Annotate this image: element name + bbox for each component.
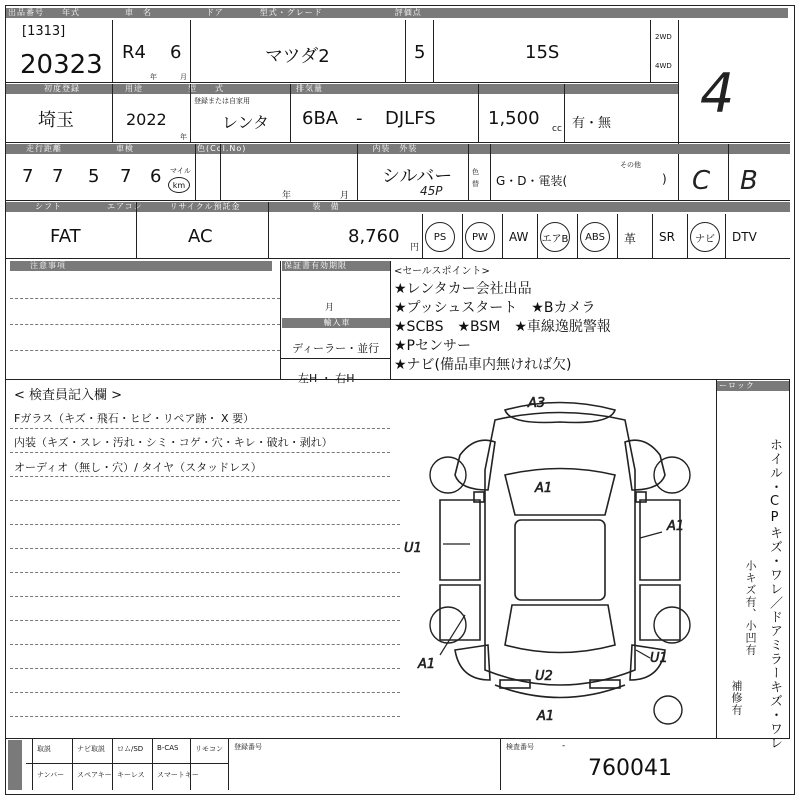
sales-point: ★Pセンサー xyxy=(394,338,471,354)
header-bar-6: 保証書有効期限 xyxy=(282,261,390,271)
usage-label: 登録または自家用 xyxy=(194,97,250,105)
grade: 15S xyxy=(525,42,560,63)
side-note-3: 補修有 xyxy=(730,680,743,716)
inspector-title: < 検査員記入欄 > xyxy=(14,388,123,403)
footer-divider xyxy=(32,738,33,790)
header-bar-2: 初度登録 用途 型 式 排気量 xyxy=(6,84,678,94)
inspector-blank-line xyxy=(10,596,400,597)
footer-divider xyxy=(26,763,228,764)
inspection-year-unit: 年 xyxy=(282,191,292,201)
sales-point: ★ナビ(備品車内無ければ欠) xyxy=(394,357,572,373)
model-prefix: 6BA xyxy=(302,108,339,129)
mileage-digit: 6 xyxy=(150,166,162,187)
equipment-4: ABS xyxy=(580,222,610,252)
mark-a1-roof: A1 xyxy=(535,481,553,496)
year-unit: 年 xyxy=(150,73,157,81)
region: 埼玉 xyxy=(38,110,74,131)
inspector-line-1: Fガラス（キズ・飛石・ヒビ・リペア跡・ X 要） xyxy=(14,412,255,425)
inspector-blank-line xyxy=(10,692,400,693)
mileage-digit: 7 xyxy=(120,166,132,187)
inspector-blank-line xyxy=(10,716,400,717)
equipment-2: AW xyxy=(509,230,529,244)
mark-u2: U2 xyxy=(535,669,553,684)
exterior-score: B xyxy=(740,166,758,196)
footer-item-top: B-CAS xyxy=(157,744,179,752)
first-reg-year: 2022 xyxy=(126,110,167,129)
car-diagram xyxy=(400,380,720,730)
mark-a1-left: A1 xyxy=(418,657,436,672)
inspector-blank-line xyxy=(10,500,400,501)
equipment-divider xyxy=(617,214,618,258)
mark-u1-left: U1 xyxy=(404,541,422,556)
equipment-6: SR xyxy=(659,230,675,244)
lot-number: 20323 xyxy=(20,50,103,80)
sales-point: ★SCBS ★BSM ★車線逸脱警報 xyxy=(394,319,611,335)
equipment-1: PW xyxy=(465,222,495,252)
inspector-blank-line xyxy=(10,644,400,645)
footer-divider xyxy=(152,738,153,790)
equipment-8: DTV xyxy=(732,230,757,244)
recycle-fee: 8,760 xyxy=(348,226,400,247)
header-bar-3: 走行距離 車検 色(Col.No) 内装 外装 xyxy=(6,144,790,154)
color: シルバー xyxy=(382,166,453,187)
transmission: FAT xyxy=(50,226,81,247)
option-toggle: 有・無 xyxy=(572,116,612,131)
color-options-text: G・D・電装( xyxy=(496,174,568,188)
footer-item-top: ナビ取説 xyxy=(77,745,105,753)
footer-divider xyxy=(190,738,191,790)
inspector-blank-line xyxy=(10,572,400,573)
header-bar-4: シフト エアコン リサイクル預託金 装 備 xyxy=(6,202,790,212)
mark-a1-rear: A1 xyxy=(537,709,555,724)
km-label xyxy=(168,177,190,193)
inspector-blank-line xyxy=(10,548,400,549)
check-label: 検査番号 xyxy=(506,743,534,751)
import-label: 輸入車 xyxy=(282,318,390,328)
inspector-blank-line xyxy=(10,668,400,669)
color-code: 45P xyxy=(420,184,443,198)
reg-label: 登録番号 xyxy=(234,743,262,751)
footer-divider xyxy=(112,738,113,790)
footer-item-top: リモコン xyxy=(195,745,223,753)
sales-point: ★レンタカー会社出品 xyxy=(394,281,532,297)
mileage-digit: 5 xyxy=(88,166,100,187)
inspector-line-2: 内装（キズ・スレ・汚れ・シミ・コゲ・穴・キレ・破れ・剥れ） xyxy=(14,436,333,449)
serial-number: 760041 xyxy=(588,756,672,781)
other-label: その他 xyxy=(620,161,641,169)
check-dash: - xyxy=(562,741,566,751)
color-options xyxy=(496,172,567,189)
footer-item-bottom: キーレス xyxy=(117,771,145,779)
aircon: AC xyxy=(188,226,213,247)
model-dash: - xyxy=(356,108,363,129)
lot-tag: [1313] xyxy=(22,24,66,39)
mark-u1-right: U1 xyxy=(650,651,668,666)
equipment-divider xyxy=(502,214,503,258)
footer-side-tag xyxy=(8,740,22,790)
overall-score: 4 xyxy=(700,62,735,125)
sales-point: ★プッシュスタート ★Bカメラ xyxy=(394,300,596,316)
footer-item-top: 取説 xyxy=(37,745,51,753)
footer-item-bottom: スマートキー xyxy=(157,771,199,779)
equipment-divider xyxy=(462,214,463,258)
side-note-1: ホイル・CPキズ・ワレ／ドアミラーキズ・ワレ xyxy=(767,438,782,750)
header-bar-5: 注意事項 xyxy=(10,261,272,271)
equipment-divider xyxy=(687,214,688,258)
header-bar-1: 出品番号 年式 車 名 ドア 型式・グレード 評価点 xyxy=(6,8,788,18)
usage: レンタ xyxy=(222,113,269,132)
year-era: R4 xyxy=(122,42,146,63)
km-text: km xyxy=(172,180,186,190)
displacement: 1,500 xyxy=(488,108,540,129)
inspector-line-3: オーディオ（無し・穴）/ タイヤ（スタッドレス） xyxy=(14,461,262,474)
model-code: DJLFS xyxy=(385,108,436,129)
equipment-divider xyxy=(537,214,538,258)
footer-item-bottom: ナンバー xyxy=(37,771,65,779)
equipment-divider xyxy=(577,214,578,258)
drive-4wd: 4WD xyxy=(655,62,672,70)
interior-score: C xyxy=(692,166,711,196)
equipment-7: ナビ xyxy=(690,222,720,252)
mile-label: マイル xyxy=(170,167,191,175)
inspector-blank-line xyxy=(10,524,400,525)
dealer-label: ディーラー・並行 xyxy=(292,342,380,355)
car-name: マツダ2 xyxy=(265,46,330,67)
year-month: 6 xyxy=(170,42,182,63)
yen-unit: 円 xyxy=(410,243,420,253)
color-change-label: 色替 xyxy=(472,168,479,188)
warranty-month-unit: 月 xyxy=(325,303,335,313)
equipment-divider xyxy=(725,214,726,258)
equipment-0: PS xyxy=(425,222,455,252)
mark-a1-right: A1 xyxy=(667,519,685,534)
paren-close: ) xyxy=(662,172,667,186)
footer-item-bottom: スペアキー xyxy=(77,771,112,779)
mileage-digit: 7 xyxy=(22,166,34,187)
inspector-blank-line xyxy=(10,620,400,621)
footer-divider xyxy=(72,738,73,790)
right-notes-header: ーロック xyxy=(717,381,789,391)
month-unit: 月 xyxy=(180,73,187,81)
equipment-3: エアB xyxy=(540,222,570,252)
steering-label: 左H ・ 右H xyxy=(298,372,355,385)
side-note-2: 小キズ有、小凹有 xyxy=(744,560,757,656)
equipment-divider xyxy=(652,214,653,258)
mileage-digit: 7 xyxy=(52,166,64,187)
first-reg-unit: 年 xyxy=(180,133,187,141)
footer-item-top: ロム/SD xyxy=(117,745,144,753)
doors: 5 xyxy=(414,42,426,63)
equipment-5: 革 xyxy=(624,232,637,246)
sales-points-header: <セールスポイント> xyxy=(394,266,490,277)
drive-2wd: 2WD xyxy=(655,33,672,41)
mark-a3: A3 xyxy=(528,396,546,411)
inspection-month-unit: 月 xyxy=(340,191,350,201)
cc-unit: cc xyxy=(552,124,562,134)
